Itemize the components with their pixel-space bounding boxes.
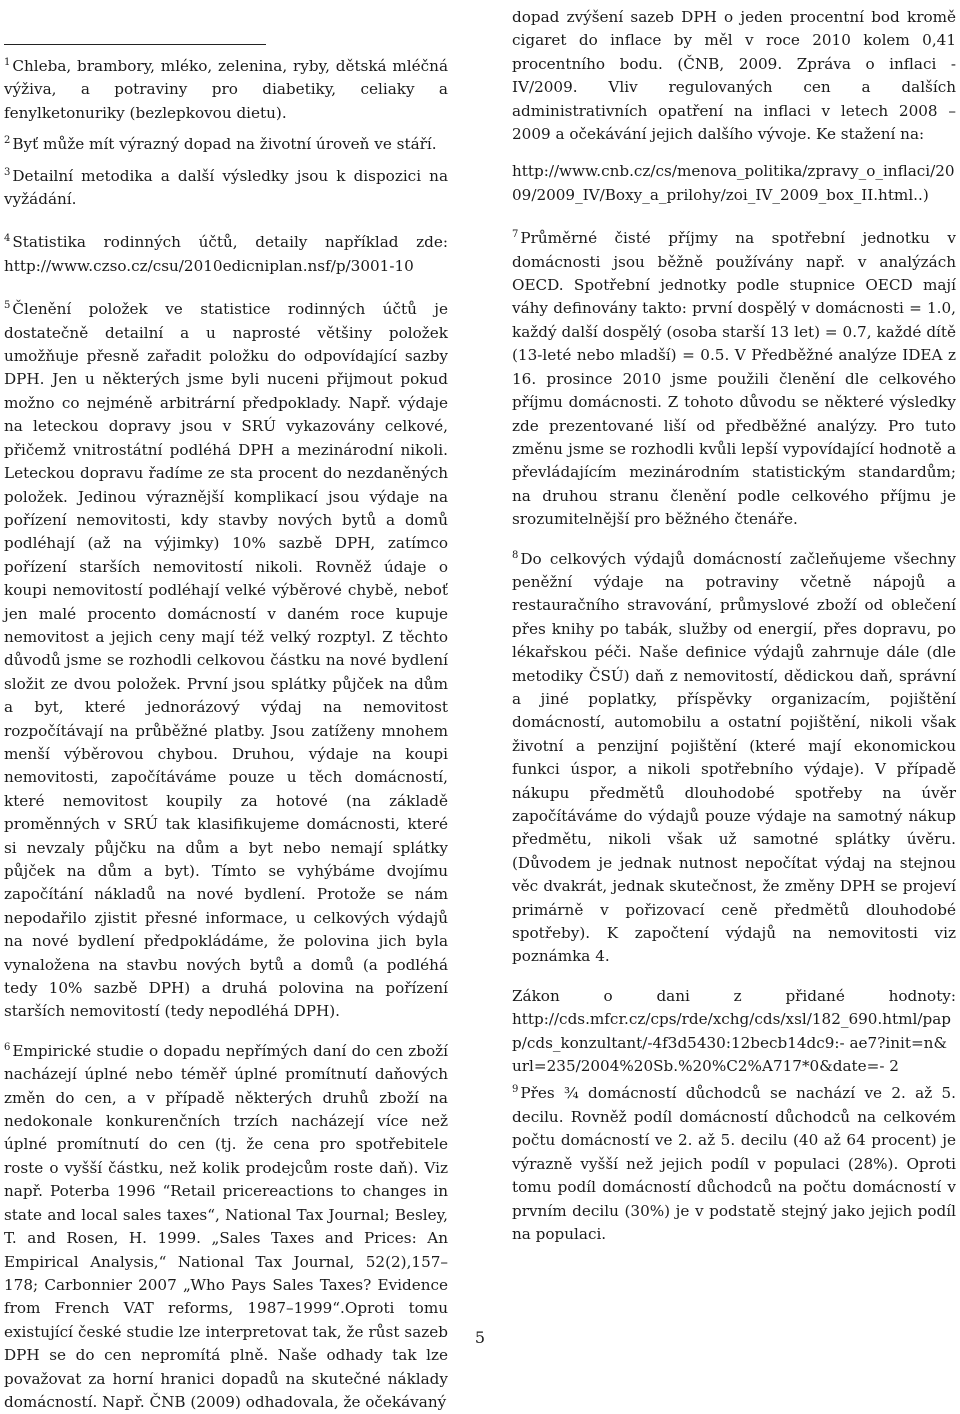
footnote-number: 6 (4, 1041, 11, 1053)
footnote-6-continuation: dopad zvýšení sazeb DPH o jeden procentní bod kromě cigaret do inflace by měl v roce 2010 kolem 0,41 procentního bodu. (ČNB, 2009. Zpráva o inflaci - IV/2009. Vliv regulovaných cen a dalších administrativních opatření na inflaci v letech 2008 – 2009 a očekávání jejich dalšího vývoje. Ke stažení na: (512, 8, 956, 144)
footnote-1 (4, 55, 448, 125)
footnote-text: Empirické studie o dopadu nepřímých daní do cen zboží nacházejí úplné nebo téměř úplné promítnutí daňových změn do cen, a v případě některých druhů zboží na nedokonale konkurenčních trzích nacházejí více než úplné promítnutí do cen (tj. že cena pro spotřebitele roste o vyšší částku, než kolik prodejcům roste daň). Viz např. Poterba 1996 “Retail pricereactions to changes in state and local sales taxes“, National Tax Journal; Besley, T. and Rosen, H. 1999. „Sales Taxes and Prices: An Empirical Analysis,“ National Tax Journal, 52(2),157–178; Carbonnier 2007 „Who Pays Sales Taxes? Evidence from French VAT reforms, 1987–1999“.Oproti tomu existující české studie lze interpretovat tak, že růst sazeb DPH se do cen nepromítá plně. Naše odhady tak lze považovat za horní hranici dopadů na skutečné náklady domácností. Např. ČNB (2009) odhadovala, že očekávaný (4, 1041, 448, 1411)
footnote-text: Členění položek ve statistice rodinných účtů je dostatečně detailní a u naprosté většiny položek umožňuje přesně zařadit položku do odpovídající sazby DPH. Jen u některých jsme byli nuceni přijmout pokud možno co nejméně arbitrární předpoklady. Např. výdaje na leteckou dopravy jsou v SRÚ vykazovány celkové, přičemž vnitrostátní podléhá DPH a mezinárodní nikoli. Leteckou dopravu řadíme ze sta procent do nezdaněných položek. Jedinou výraznější komplikací jsou výdaje na pořízení nemovitosti, kdy stavby nových bytů a domů podléhají (až na výjimky) 10% sazbě DPH, zatímco pořízení starších nemovitostí nikoli. Rovněž údaje o koupi nemovitostí podléhají velké výběrové chybě, neboť jen malé procento domácností v daném roce kupuje nemovitost a jejich ceny mají též velký rozptyl. Z těchto důvodů jsme se rozhodli celkovou částku na nové bydlení složit ze dvou položek. První jsou splátky půjček na dům a byt, které jednorázový výdaj na nemovitost rozpočítávají na průběžné platby. Jsou zatíženy mnohem menší výběrovou chybou. Druhou, výdaje na koupi nemovitosti, započítáváme pouze u těch domácností, které nemovitost koupily za hotové (na základě proměnných v SRÚ tak klasifikujeme domácnosti, které si nevzaly půjčku na dům a byt nebo nemají splátky půjček na dům a byt). Tímto se vyhýbáme dvojímu započítání nákladů na nové bydlení. Protože se nám nepodařilo zjistit přesné informace, u celkových výdajů na nové bydlení předpokládáme, že polovina jich byla vynaložena na stavbu nových bytů a domů (a podléhá tedy 10% sazbě DPH) a druhá polovina na pořízení starších nemovitostí (tedy nepodléhá DPH). (4, 300, 448, 1021)
footnote-number: 1 (4, 57, 11, 68)
footnote-text: Průměrné čisté příjmy na spotřební jednotku v domácnosti jsou běžně používány např. v analýzách OECD. Spotřební jednotky podle stupnice OECD mají váhy definovány takto: první dospělý v domácnosti = 1.0, každý další dospělý (osoba starší 13 let) = 0.7, každé dítě (13-leté nebo mladší) = 0.5. V Předběžné analýze IDEA z 16. prosince 2010 jsme použili členění dle celkového příjmu domácnosti. Z tohoto důvodu se některé výsledky zde prezentované liší od předběžné analýzy. Pro tuto změnu jsme se rozhodli kvůli lepší vypovídající hodnotě a převládajícím mezinárodním statistickým standardům; na druhou stranu členění podle celkového příjmu je srozumitelnější pro běžného čtenáře. (512, 229, 956, 529)
page-number: 5 (474, 1328, 486, 1347)
footnote-number: 2 (4, 135, 11, 147)
footnote-9 (512, 1082, 956, 1246)
vat-law-label: Zákon o dani z přidané hodnoty: (512, 986, 956, 1005)
footnote-3 (4, 165, 448, 212)
footnote-text: Chleba, brambory, mléko, zelenina, ryby, dětská mléčná výživa, a potraviny pro diabetiky, celiaky a fenylketonuriky (bezlepkovou dietu). (4, 57, 448, 122)
footnote-5 (4, 298, 448, 1024)
footnote-text: Do celkových výdajů domácností začleňujeme všechny peněžní výdaje na potraviny včetně nápojů a restauračního stravování, průmyslové zboží od oblečení přes knihy po tabák, služby od energií, přes dopravu, po lékařskou péči. Naše definice výdajů zahrnuje dále (dle metodiky ČSÚ) daň z nemovitostí, dědickou daň, správní a jiné poplatky, příspěvky organizacím, pojištění domácností, automobilu a ostatní pojištění, nikoli však životní a penzijní pojištění (které mají ekonomickou funkci úspor, a nikoli spotřebního výdaje). V případě nákupu předmětů dlouhodobé spotřeby na úvěr započítáváme do výdajů pouze výdaje na samotný nákup předmětu, nikoli však už samotné splátky úvěru. (Důvodem je jednak nutnost nepočítat výdaj na stejnou věc dvakrát, jednak skutečnost, že změny DPH se projeví primárně v pořizovací ceně předmětů dlouhodobé spotřeby). K započtení výdajů na nemovitosti viz poznámka 4. (512, 549, 956, 966)
right-column (512, 0, 956, 1266)
footnote-8 (512, 548, 956, 969)
vat-law-link[interactable]: http://cds.mfcr.cz/cps/rde/xchg/cds/xsl/182_690.html/pap p/cds_konzultant/-4f3d5430:12becb14dc9:- ae7?init=n&url=235/2004%20Sb.%20%C2%A717*0&date=- 2 (512, 1010, 952, 1076)
left-column (4, 0, 448, 1414)
footnote-text: Detailní metodika a další výsledky jsou k dispozici na vyžádání. (4, 166, 448, 209)
footnote-number: 7 (512, 229, 519, 241)
footnote-number: 9 (512, 1084, 519, 1096)
footnote-number: 8 (512, 549, 519, 561)
footnote-number: 4 (4, 233, 11, 245)
footnote-text: Přes ¾ domácností důchodců se nachází ve 2. až 5. decilu. Rovněž podíl domácností důchodců na celkovém počtu domácností ve 2. až 5. decilu (40 až 64 procent) je výrazně vyšší než jejich podíl v populaci (28%). Oproti tomu podíl domácností důchodců na počtu domácností v prvním decilu (30%) je v podstatě stejný jako jejich podíl na populaci. (512, 1084, 956, 1243)
footnote-2 (4, 133, 448, 156)
footnote-number: 3 (4, 166, 11, 178)
footnote-text: Byť může mít výrazný dopad na životní úroveň ve stáří. (12, 135, 437, 154)
footnote-4 (4, 231, 448, 278)
footnote-text: Statistika rodinných účtů, detaily například zde: http://www.czso.cz/csu/2010edicniplan.nsf/p/3001-10 (4, 233, 448, 275)
footnote-number: 5 (4, 300, 11, 312)
cnb-report-link[interactable]: http://www.cnb.cz/cs/menova_politika/zpravy_o_inflaci/2009/2009_IV/Boxy_a_prilohy/zoi_IV_2009_box_II.html..) (512, 162, 955, 204)
footnote-separator (4, 44, 266, 45)
footnote-7 (512, 227, 956, 531)
footnote-6 (4, 1040, 448, 1414)
